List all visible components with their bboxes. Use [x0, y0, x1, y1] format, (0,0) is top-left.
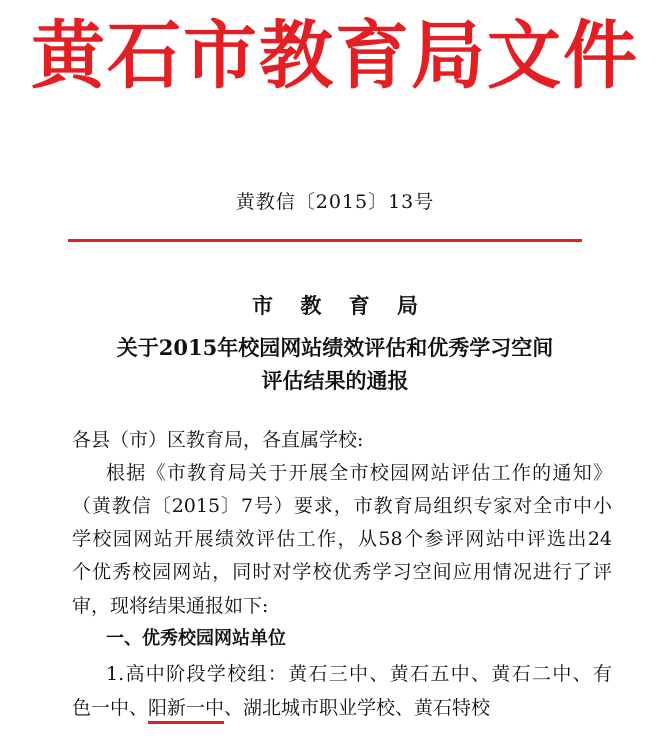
list-item-line-1: 1.高中阶段学校组：黄石三中、黄石五中、黄石二中、有	[106, 663, 612, 685]
salutation: 各县（市）区教育局，各直属学校:	[72, 429, 364, 451]
notice-title-line-3: 评估结果的通报	[261, 368, 409, 393]
paragraph-line-5: 审，现将结果通报如下:	[72, 595, 269, 617]
paragraph-line-2: （黄教信〔2015〕7号）要求，市教育局组织专家对全市中小	[72, 495, 612, 517]
paragraph-line-1: 根据《市教育局关于开展全市校园网站评估工作的通知》	[106, 462, 612, 484]
paragraph-line-4: 个优秀校园网站，同时对学校优秀学习空间应用情况进行了评	[72, 561, 612, 583]
red-divider-rule	[68, 239, 582, 242]
list-item-line-2-start: 色一中、	[72, 697, 149, 719]
agency-masthead-title: 黄石市教育局文件	[31, 13, 639, 99]
list-item-line-2-end: 、湖北城市职业学校、黄石特校	[224, 697, 491, 719]
document-number: 黄教信〔2015〕13号	[235, 191, 435, 213]
highlighted-school-name: 阳新一中	[148, 697, 224, 724]
section-heading-excellent-websites: 一、优秀校园网站单位	[106, 628, 286, 649]
notice-title-line-2: 关于2015年校园网站绩效评估和优秀学习空间	[116, 335, 554, 360]
paragraph-line-3: 学校园网站开展绩效评估工作，从58个参评网站中评选出24	[72, 528, 612, 550]
notice-title-line-1: 市 教 育 局	[252, 293, 428, 318]
list-item-line-2	[72, 693, 612, 723]
